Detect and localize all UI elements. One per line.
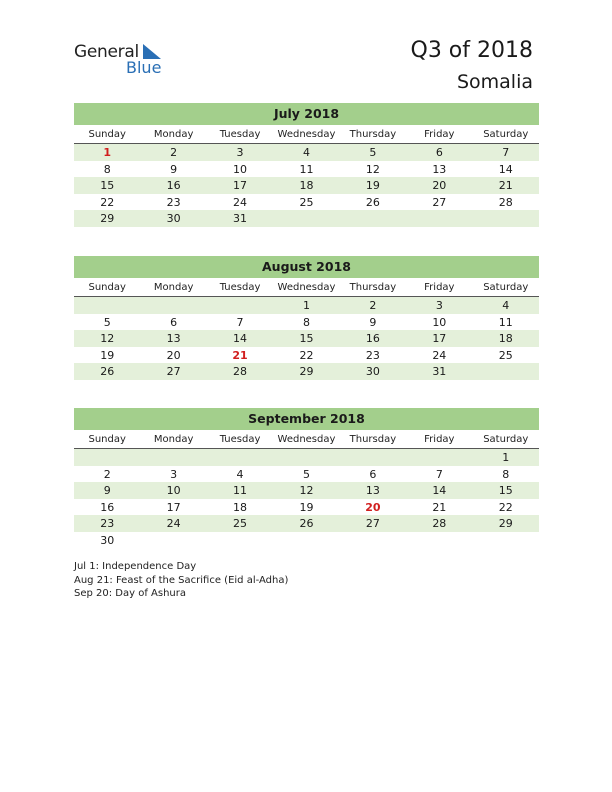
day-cell: 17 <box>432 332 447 346</box>
day-cell: 11 <box>299 162 314 176</box>
day-cell: 28 <box>233 365 248 379</box>
day-cell: 4 <box>502 299 510 312</box>
day-cell: 28 <box>498 195 513 209</box>
day-cell: 30 <box>100 533 115 547</box>
weekday-label: Thursday <box>349 129 397 140</box>
day-cell: 19 <box>100 348 115 362</box>
day-cell <box>207 532 273 549</box>
day-cell: 26 <box>365 195 380 209</box>
day-cell: 6 <box>435 146 443 159</box>
weekday-label: Saturday <box>483 129 529 140</box>
day-cell <box>406 532 472 549</box>
month-title: July 2018 <box>74 103 539 125</box>
day-cell: 30 <box>365 365 380 379</box>
day-cell: 1 <box>502 451 510 464</box>
day-cell: 8 <box>302 315 310 329</box>
day-cell: 23 <box>166 195 181 209</box>
day-cell: 12 <box>365 162 380 176</box>
day-cell: 12 <box>299 484 314 498</box>
day-cell <box>473 363 539 380</box>
day-cell: 14 <box>233 332 248 346</box>
weekday-label: Tuesday <box>219 282 261 293</box>
week-row <box>74 297 539 314</box>
logo <box>74 42 174 78</box>
weekday-header-row <box>74 125 539 144</box>
week-row <box>74 347 539 364</box>
day-cell: 19 <box>299 500 314 514</box>
week-row <box>74 330 539 347</box>
day-cell: 29 <box>100 212 115 226</box>
week-row <box>74 449 539 466</box>
day-cell: 9 <box>170 162 178 176</box>
day-cell <box>207 297 273 314</box>
day-cell <box>406 210 472 227</box>
day-cell: 18 <box>299 179 314 193</box>
day-cell: 27 <box>432 195 447 209</box>
day-cell: 14 <box>432 484 447 498</box>
day-cell: 13 <box>365 484 380 498</box>
month-calendar <box>74 408 539 549</box>
weekday-label: Sunday <box>88 434 126 445</box>
day-cell <box>273 210 339 227</box>
weekday-label: Sunday <box>88 129 126 140</box>
day-cell <box>340 210 406 227</box>
week-row <box>74 466 539 483</box>
day-cell: 7 <box>502 146 510 159</box>
day-cell <box>473 210 539 227</box>
week-row <box>74 194 539 211</box>
day-cell: 25 <box>498 348 513 362</box>
day-cell: 3 <box>435 299 443 312</box>
day-cell: 15 <box>100 179 115 193</box>
day-cell: 6 <box>170 315 178 329</box>
day-cell: 7 <box>435 467 443 481</box>
month-calendar <box>74 256 539 380</box>
page-title: Q3 of 2018 <box>410 38 533 63</box>
day-cell: 15 <box>299 332 314 346</box>
day-cell: 21 <box>432 500 447 514</box>
day-cell: 10 <box>233 162 248 176</box>
day-cell: 20 <box>432 179 447 193</box>
weekday-label: Wednesday <box>277 129 336 140</box>
day-cell: 16 <box>166 179 181 193</box>
week-row <box>74 515 539 532</box>
weekday-header-row <box>74 430 539 449</box>
day-cell: 5 <box>103 315 111 329</box>
month-title: August 2018 <box>74 256 539 278</box>
day-cell: 31 <box>233 212 248 226</box>
weekday-header-row <box>74 278 539 297</box>
week-row <box>74 499 539 516</box>
day-cell <box>140 532 206 549</box>
day-cell: 26 <box>299 517 314 531</box>
day-cell: 20 <box>166 348 181 362</box>
day-cell: 7 <box>236 315 244 329</box>
day-cell: 24 <box>432 348 447 362</box>
day-cell: 17 <box>166 500 181 514</box>
day-cell: 16 <box>365 332 380 346</box>
day-cell: 28 <box>432 517 447 531</box>
day-cell: 10 <box>166 484 181 498</box>
day-cell: 16 <box>100 500 115 514</box>
weekday-label: Friday <box>424 282 455 293</box>
weekday-label: Wednesday <box>277 282 336 293</box>
holiday-note: Sep 20: Day of Ashura <box>74 588 187 599</box>
weekday-label: Monday <box>153 282 194 293</box>
day-cell: 18 <box>498 332 513 346</box>
weekday-label: Monday <box>153 434 194 445</box>
weekday-label: Thursday <box>349 434 397 445</box>
day-cell: 13 <box>432 162 447 176</box>
day-cell: 25 <box>233 517 248 531</box>
day-cell: 30 <box>166 212 181 226</box>
day-cell: 1 <box>302 299 310 312</box>
weekday-label: Friday <box>424 129 455 140</box>
day-cell: 14 <box>498 162 513 176</box>
weekday-label: Saturday <box>483 434 529 445</box>
day-cell: 9 <box>103 484 111 498</box>
day-cell: 11 <box>498 315 513 329</box>
day-cell <box>273 449 339 466</box>
day-cell: 3 <box>170 467 178 481</box>
weekday-label: Tuesday <box>219 434 261 445</box>
day-cell: 18 <box>233 500 248 514</box>
day-cell <box>74 297 140 314</box>
day-cell: 29 <box>498 517 513 531</box>
day-cell: 21 <box>498 179 513 193</box>
logo-text-general: General <box>74 42 139 62</box>
week-row <box>74 482 539 499</box>
day-cell: 15 <box>498 484 513 498</box>
month-title: September 2018 <box>74 408 539 430</box>
weekday-label: Friday <box>424 434 455 445</box>
week-row <box>74 532 539 549</box>
day-cell: 3 <box>236 146 244 159</box>
week-row <box>74 363 539 380</box>
day-cell <box>140 297 206 314</box>
weekday-label: Wednesday <box>277 434 336 445</box>
day-cell <box>340 532 406 549</box>
weekday-label: Monday <box>153 129 194 140</box>
day-cell: 2 <box>369 299 377 312</box>
day-cell: 2 <box>170 146 178 159</box>
day-cell: 5 <box>369 146 377 159</box>
weekday-label: Saturday <box>483 282 529 293</box>
holiday-notes <box>74 560 288 601</box>
day-cell: 5 <box>302 467 310 481</box>
holiday-day-cell: 20 <box>365 500 381 514</box>
day-cell <box>74 449 140 466</box>
day-cell: 27 <box>365 517 380 531</box>
day-cell: 24 <box>233 195 248 209</box>
country-name: Somalia <box>456 71 533 93</box>
day-cell: 10 <box>432 315 447 329</box>
day-cell: 4 <box>236 467 244 481</box>
day-cell: 23 <box>100 517 115 531</box>
week-row <box>74 177 539 194</box>
week-row <box>74 161 539 178</box>
month-calendar <box>74 103 539 227</box>
day-cell: 8 <box>502 467 510 481</box>
day-cell <box>273 532 339 549</box>
day-cell: 17 <box>233 179 248 193</box>
week-row <box>74 314 539 331</box>
week-row <box>74 144 539 161</box>
day-cell <box>406 449 472 466</box>
logo-text-blue: Blue <box>126 58 162 77</box>
day-cell: 11 <box>233 484 248 498</box>
day-cell: 9 <box>369 315 377 329</box>
holiday-note: Aug 21: Feast of the Sacrifice (Eid al-Adha) <box>74 574 289 586</box>
day-cell: 13 <box>166 332 181 346</box>
holiday-day-cell: 1 <box>103 146 112 159</box>
week-row <box>74 210 539 227</box>
day-cell: 8 <box>103 162 111 176</box>
day-cell: 2 <box>103 467 111 481</box>
day-cell: 22 <box>100 195 115 209</box>
day-cell: 19 <box>365 179 380 193</box>
day-cell: 29 <box>299 365 314 379</box>
day-cell: 22 <box>299 348 314 362</box>
day-cell <box>473 532 539 549</box>
day-cell: 27 <box>166 365 181 379</box>
day-cell: 24 <box>166 517 181 531</box>
day-cell: 6 <box>369 467 377 481</box>
day-cell <box>340 449 406 466</box>
day-cell: 23 <box>365 348 380 362</box>
weekday-label: Sunday <box>88 282 126 293</box>
day-cell: 12 <box>100 332 115 346</box>
day-cell: 31 <box>432 365 447 379</box>
day-cell: 22 <box>498 500 513 514</box>
holiday-note: Jul 1: Independence Day <box>74 561 197 572</box>
day-cell: 25 <box>299 195 314 209</box>
weekday-label: Thursday <box>349 282 397 293</box>
day-cell <box>140 449 206 466</box>
holiday-day-cell: 21 <box>232 348 248 362</box>
day-cell: 4 <box>302 146 310 159</box>
day-cell: 26 <box>100 365 115 379</box>
day-cell <box>207 449 273 466</box>
weekday-label: Tuesday <box>219 129 261 140</box>
